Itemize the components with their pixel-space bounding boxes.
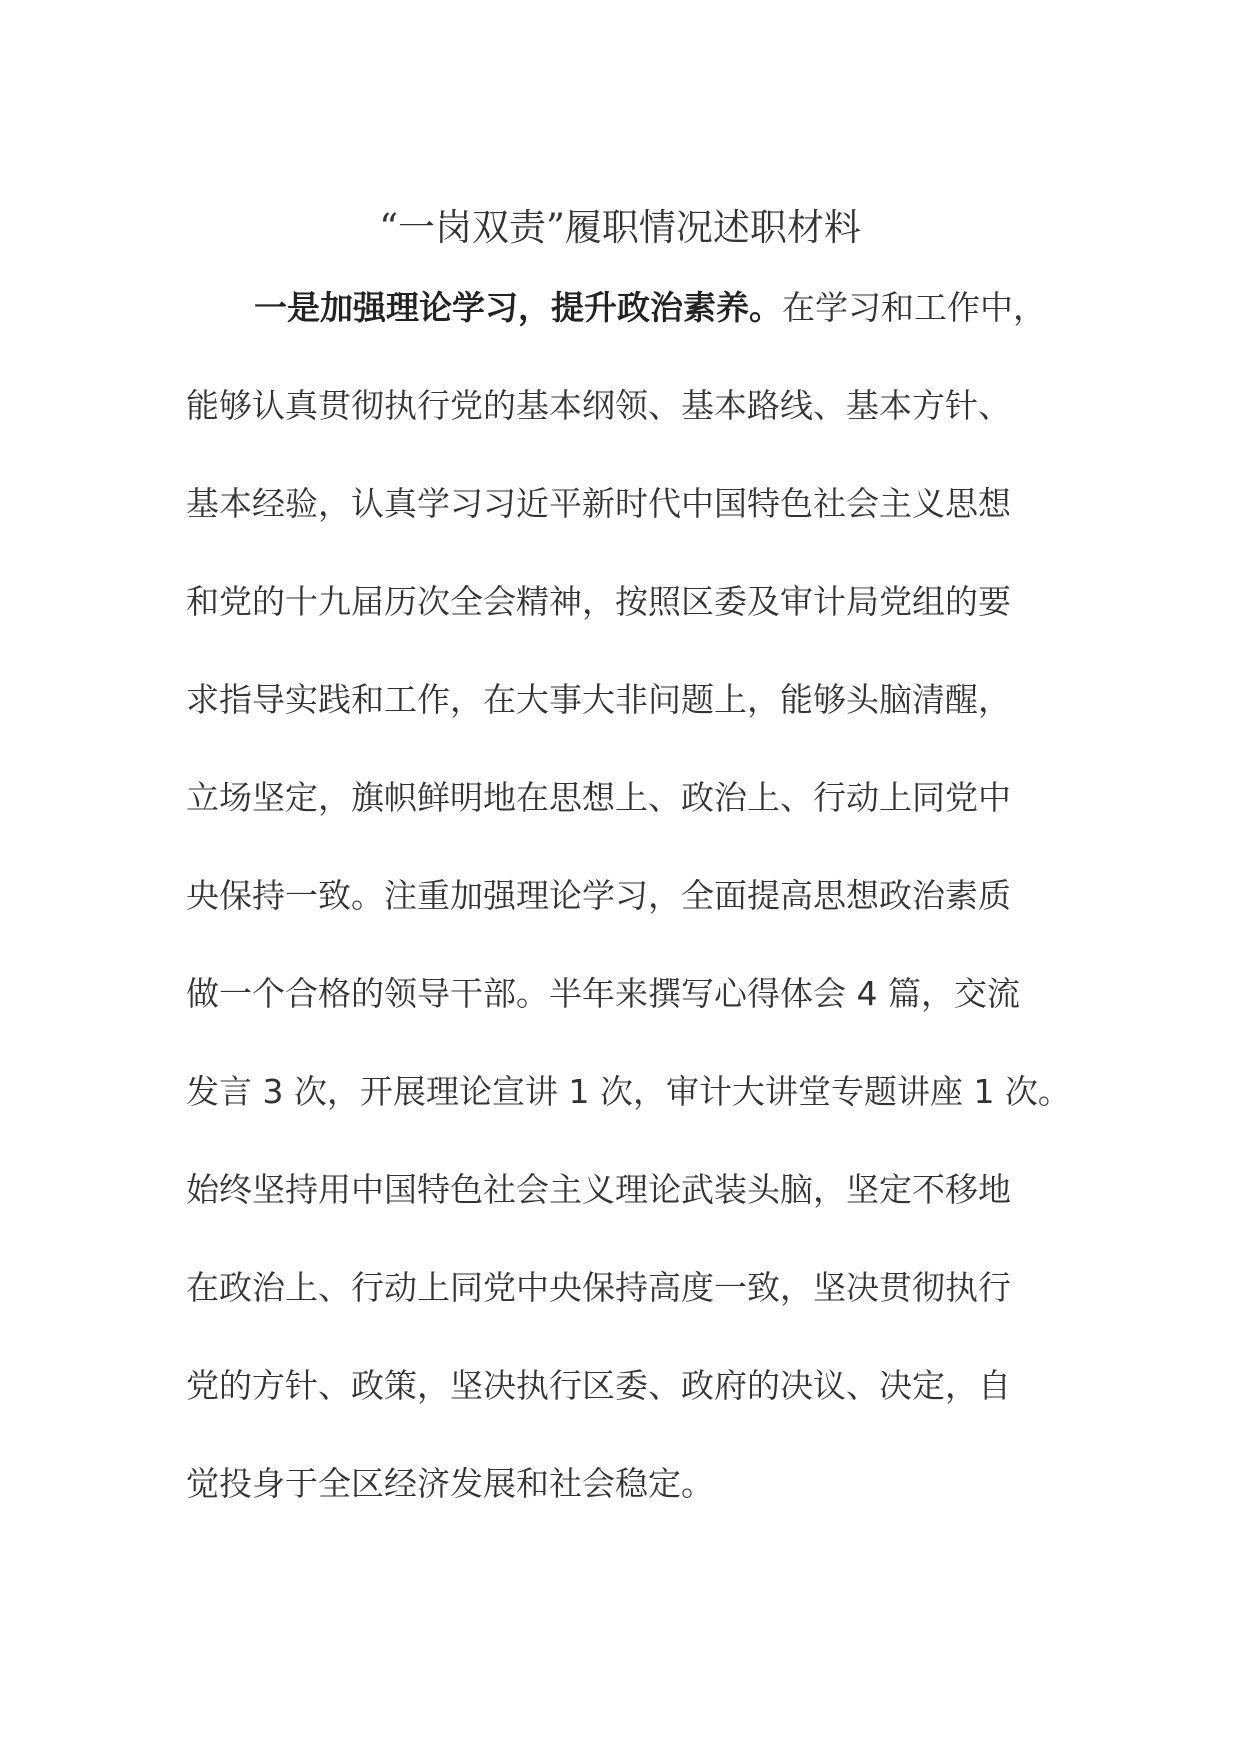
document-title: “一岗双责”履职情况述职材料 xyxy=(379,206,861,249)
paragraph-line: 发言 3 次，开展理论宣讲 1 次，审计大讲堂专题讲座 1 次。 xyxy=(186,1072,1071,1111)
paragraph-line: 做一个合格的领导干部。半年来撰写心得体会 4 篇，交流 xyxy=(186,974,1020,1013)
document-body xyxy=(186,272,1071,1546)
paragraph-lead: 一是加强理论学习，提升政治素养。 xyxy=(254,288,782,327)
paragraph-line: 立场坚定，旗帜鲜明地在思想上、政治上、行动上同党中 xyxy=(186,778,1011,817)
paragraph-line: 能够认真贯彻执行党的基本纲领、基本路线、基本方针、 xyxy=(186,386,1011,425)
paragraph-line xyxy=(186,272,1054,370)
paragraph-line: 党的方针、政策，坚决执行区委、政府的决议、决定，自 xyxy=(186,1366,1011,1405)
paragraph-line: 始终坚持用中国特色社会主义理论武装头脑，坚定不移地 xyxy=(186,1170,1011,1209)
paragraph-line: 在政治上、行动上同党中央保持高度一致，坚决贯彻执行 xyxy=(186,1268,1011,1307)
paragraph-line: 央保持一致。注重加强理论学习，全面提高思想政治素质 xyxy=(186,876,1011,915)
paragraph-line: 求指导实践和工作，在大事大非问题上，能够头脑清醒， xyxy=(186,680,1011,719)
paragraph-line: 基本经验，认真学习习近平新时代中国特色社会主义思想 xyxy=(186,484,1011,523)
paragraph-text: 在学习和工作中， xyxy=(782,288,1046,327)
paragraph-line: 觉投身于全区经济发展和社会稳定。 xyxy=(186,1464,714,1503)
paragraph-line: 和党的十九届历次全会精神，按照区委及审计局党组的要 xyxy=(186,582,1011,621)
